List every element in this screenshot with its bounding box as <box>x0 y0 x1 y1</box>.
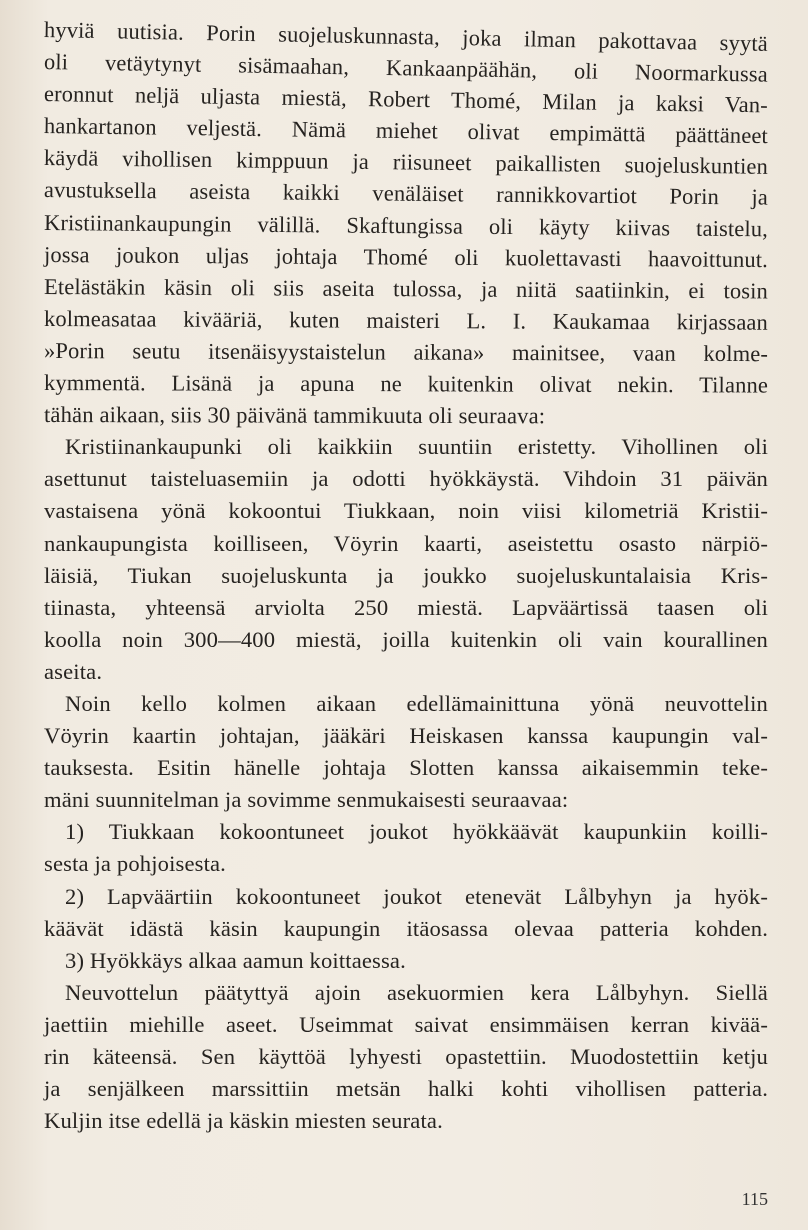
text-line: mäni suunnitelman ja sovimme senmukaisesti seuraavaa: <box>44 787 569 813</box>
text-line: eronnut neljä uljasta miestä, Robert Thomé, Milan ja kaksi Van- <box>43 81 769 118</box>
paragraph-1 <box>44 14 768 431</box>
text-line: Noin kello kolmen aikaan edellämainittuna yönä neuvottelin <box>65 690 768 716</box>
paragraph-2 <box>44 431 768 463</box>
list-item-2 <box>44 881 768 945</box>
text-line: asettunut taisteluasemiin ja odotti hyökkäystä. Vihdoin 31 päivän <box>44 466 768 492</box>
text-line: nankaupungista koilliseen, Vöyrin kaarti, aseistettu osasto närpiö- <box>44 530 768 556</box>
text-line: Kristiinankaupungin välillä. Skaftungissa oli käyty kiivas taistelu, <box>43 209 769 241</box>
text-line: käydä vihollisen kimppuun ja riisuneet paikallisten suojeluskuntien <box>43 145 769 180</box>
text-line: rin käteensä. Sen käyttöä lyhyesti opastettiin. Muodostettiin ketju <box>44 1044 768 1069</box>
text-line: Kristiinankaupunki oli kaikkiin suuntiin eristetty. Vihollinen oli <box>65 434 768 460</box>
list-item-1 <box>44 816 768 880</box>
text-line: 2) Lapväärtiin kokoontuneet joukot etenevät Lålbyhyn ja hyök- <box>65 883 768 909</box>
text-line: avustuksella aseista kaikki venäläiset rannikkovartiot Porin ja <box>43 177 769 211</box>
text-line: tauksesta. Esitin hänelle johtaja Slotten kanssa aikaisemmin teke- <box>44 755 768 781</box>
text-line: käävät idästä käsin kaupungin itäosassa olevaa patteria kohden. <box>44 915 768 941</box>
text-line: vastaisena yönä kokoontui Tiukkaan, noin viisi kilometriä Kristii- <box>44 498 768 524</box>
paragraph-2-cont <box>44 463 768 688</box>
paragraph-3-cont <box>44 720 768 816</box>
text-line: hyviä uutisia. Porin suojeluskunnasta, joka ilman pakottavaa syytä <box>43 17 769 56</box>
text-line: hankartanon veljestä. Nämä miehet olivat empimättä päättäneet <box>43 113 769 149</box>
text-line: jaettiin miehille aseet. Useimmat saivat ensimmäisen kerran kivää- <box>44 1011 768 1037</box>
body-text <box>44 14 768 1137</box>
text-line: kolmeasataa kivääriä, kuten maisteri L. I. Kaukamaa kirjassaan <box>43 305 769 335</box>
list-item-3 <box>44 945 768 977</box>
paragraph-4-cont <box>44 1009 768 1137</box>
text-line: tiinasta, yhteensä arviolta 250 miestä. Lapväärtissä taasen oli <box>44 594 768 620</box>
text-line: oli vetäytynyt sisämaahan, Kankaanpäähän, oli Noormarkussa <box>43 49 769 87</box>
text-line: Etelästäkin käsin oli siis aseita tulossa, ja niitä saatiinkin, ei tosin <box>43 273 769 304</box>
text-line: 3) Hyökkäys alkaa aamun koittaessa. <box>65 947 406 973</box>
page-number: 115 <box>741 1189 768 1209</box>
text-line: sesta ja pohjoisesta. <box>44 851 226 877</box>
paragraph-4 <box>44 977 768 1009</box>
text-line: ja senjälkeen marssittiin metsän halki kohti vihollisen patteria. <box>44 1076 768 1102</box>
text-line: 1) Tiukkaan kokoontuneet joukot hyökkäävät kaupunkiin koilli- <box>65 819 768 845</box>
text-line: Vöyrin kaartin johtajan, jääkäri Heiskasen kanssa kaupungin val- <box>44 723 768 749</box>
text-line: läisiä, Tiukan suojeluskunta ja joukko suojeluskuntalaisia Kris- <box>44 562 768 588</box>
text-line: jossa joukon uljas johtaja Thomé oli kuolettavasti haavoittunut. <box>43 241 769 272</box>
text-line: koolla noin 300—400 miestä, joilla kuitenkin oli vain kourallinen <box>44 626 768 652</box>
text-line: kymmentä. Lisänä ja apuna ne kuitenkin olivat nekin. Tilanne <box>43 370 769 398</box>
text-line: Neuvottelun päätyttyä ajoin asekuormien kera Lålbyhyn. Siellä <box>65 979 768 1005</box>
text-line: Kuljin itse edellä ja käskin miesten seurata. <box>44 1108 443 1134</box>
text-line: aseita. <box>44 658 103 684</box>
text-line: tähän aikaan, siis 30 päivänä tammikuuta oli seuraava: <box>43 402 546 429</box>
text-line: »Porin seutu itsenäisyystaistelun aikana» mainitsee, vaan kolme- <box>43 337 769 367</box>
paragraph-3 <box>44 688 768 720</box>
